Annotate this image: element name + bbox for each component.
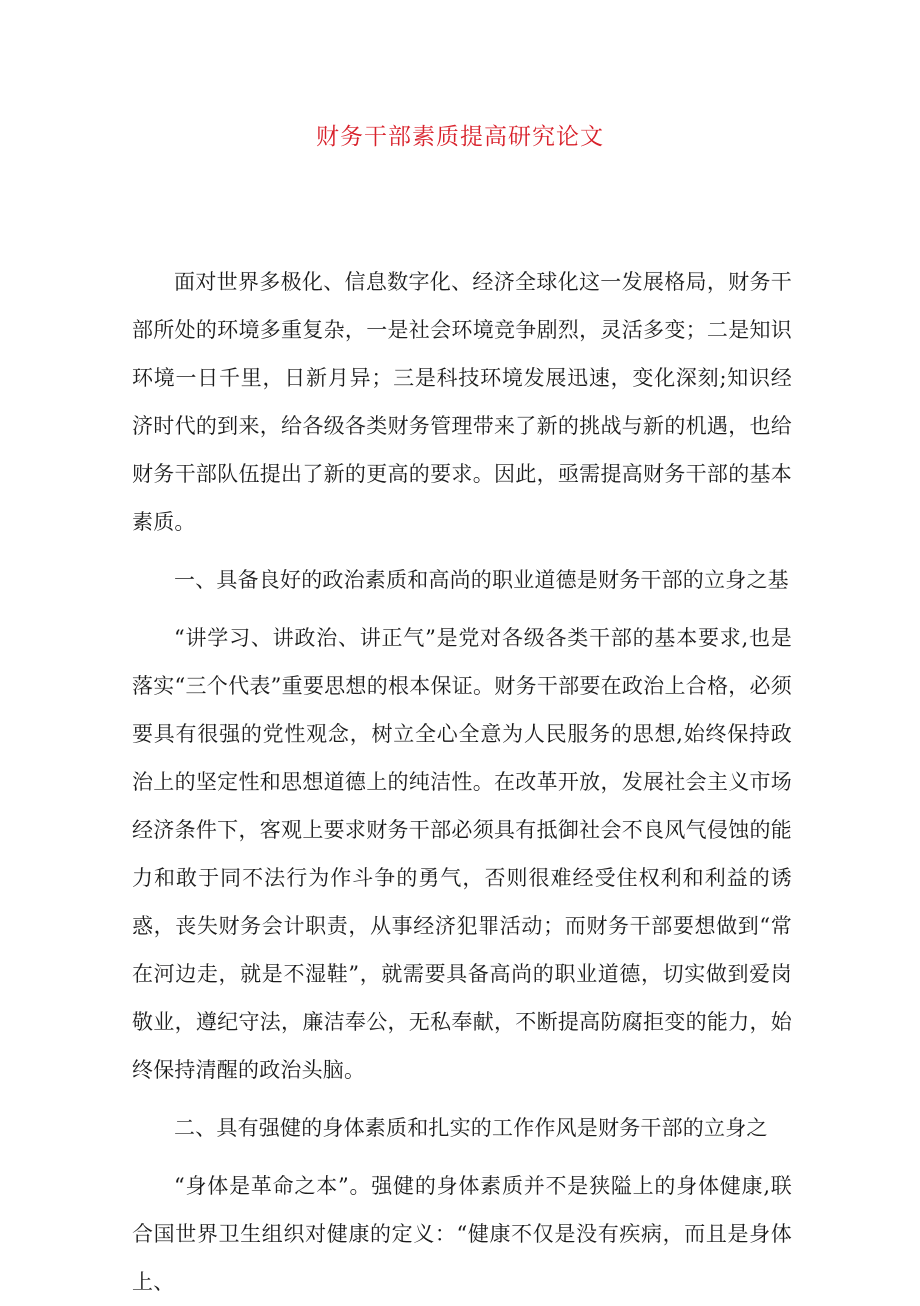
document-body [132,258,792,1306]
paragraph-section-2: “身体是革命之本”。强健的身体素质并不是狭隘上的身体健康,联合国世界卫生组织对健康的定义：“健康不仅是没有疾病，而且是身体上、 [132,1174,792,1294]
document-title: 财务干部素质提高研究论文 [316,124,604,150]
section-heading-2: 二、具有强健的身体素质和扎实的工作作风是财务干部的立身之 [174,1116,768,1140]
paragraph-intro: 面对世界多极化、信息数字化、经济全球化这一发展格局，财务干部所处的环境多重复杂，一是社会环境竞争剧烈，灵活多变；二是知识环境一日千里，日新月异；三是科技环境发展迅速，变化深刻;知识经济时代的到来，给各级各类财务管理带来了新的挑战与新的机遇，也给财务干部队伍提出了新的更高的要求。因此，亟需提高财务干部的基本素质。 [132,270,792,534]
paragraph-section-1: “讲学习、讲政治、讲正气”是党对各级各类干部的基本要求,也是落实“三个代表”重要思想的根本保证。财务干部要在政治上合格，必须要具有很强的党性观念，树立全心全意为人民服务的思想,始终保持政治上的坚定性和思想道德上的纯洁性。在改革开放，发展社会主义市场经济条件下，客观上要求财务干部必须具有抵御社会不良风气侵蚀的能力和敢于同不法行为作斗争的勇气，否则很难经受住权利和利益的诱惑，丧失财务会计职责，从事经济犯罪活动；而财务干部要想做到“常在河边走，就是不湿鞋”，就需要具备高尚的职业道德，切实做到爱岗敬业，遵纪守法，廉洁奉公，无私奉献，不断提高防腐拒变的能力，始终保持清醒的政治头脑。 [132,626,792,1082]
section-heading-1: 一、具备良好的政治素质和高尚的职业道德是财务干部的立身之基 [174,568,789,592]
